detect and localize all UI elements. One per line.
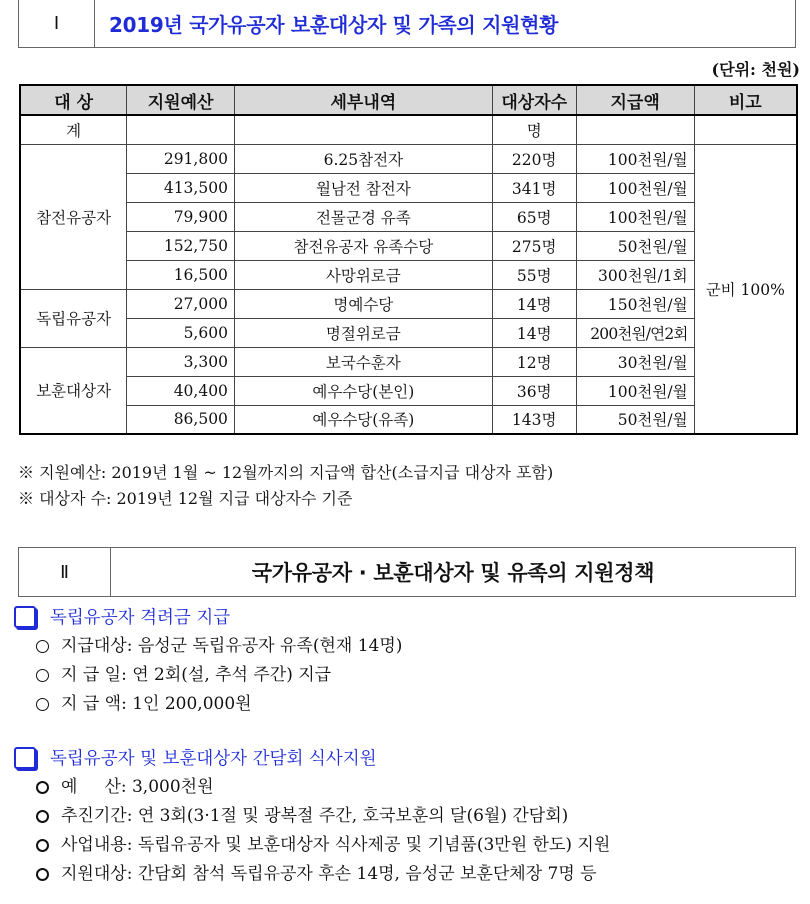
list-item xyxy=(36,632,402,661)
subtotal-remark xyxy=(694,115,797,144)
policy-items xyxy=(36,773,610,889)
row-detail: 6.25참전자 xyxy=(234,144,492,173)
subtotal-budget xyxy=(127,115,235,144)
table-row xyxy=(20,144,797,173)
section-title: 2019년 국가유공자 보훈대상자 및 가족의 지원현황 xyxy=(109,13,559,37)
section-number: Ⅰ xyxy=(19,0,95,47)
table-header-row xyxy=(20,85,797,115)
row-detail: 명예수당 xyxy=(234,289,492,318)
list-item-text: 지급대상: 음성군 독립유공자 유족(현재 14명) xyxy=(61,636,403,656)
row-budget: 5,600 xyxy=(127,318,235,347)
circle-bullet-icon xyxy=(36,868,49,881)
row-budget: 152,750 xyxy=(127,231,235,260)
row-detail: 예우수당(유족) xyxy=(234,405,492,434)
header-amount: 지급액 xyxy=(576,85,694,115)
table-row xyxy=(20,405,797,434)
row-detail: 월남전 참전자 xyxy=(234,173,492,202)
table-row xyxy=(20,202,797,231)
footnote: ※ 대상자 수: 2019년 12월 지급 대상자수 기준 xyxy=(18,489,353,508)
table-row xyxy=(20,173,797,202)
list-item-text: 예 산: 3,000천원 xyxy=(61,777,214,797)
row-count: 36명 xyxy=(492,376,576,405)
row-count: 14명 xyxy=(492,289,576,318)
list-item xyxy=(36,773,610,802)
support-table xyxy=(19,84,798,435)
subtotal-label: 계 xyxy=(20,115,127,144)
remark-cell: 군비 100% xyxy=(694,144,797,434)
header-count: 대상자수 xyxy=(492,85,576,115)
row-detail: 전몰군경 유족 xyxy=(234,202,492,231)
circle-bullet-icon xyxy=(36,810,49,823)
row-count: 143명 xyxy=(492,405,576,434)
table-row xyxy=(20,376,797,405)
row-count: 275명 xyxy=(492,231,576,260)
header-detail: 세부내역 xyxy=(234,85,492,115)
row-count: 55명 xyxy=(492,260,576,289)
list-item xyxy=(36,661,402,690)
circle-bullet-icon xyxy=(36,839,49,852)
checkbox-square-icon xyxy=(14,747,36,769)
row-budget: 86,500 xyxy=(127,405,235,434)
list-item-text: 지 급 액: 1인 200,000원 xyxy=(61,694,252,714)
group-name: 보훈대상자 xyxy=(20,347,127,434)
subtotal-count-unit: 명 xyxy=(492,115,576,144)
row-count: 14명 xyxy=(492,318,576,347)
row-detail: 예우수당(본인) xyxy=(234,376,492,405)
row-budget: 3,300 xyxy=(127,347,235,376)
section-2-header xyxy=(18,547,796,597)
row-detail: 참전유공자 유족수당 xyxy=(234,231,492,260)
row-count: 341명 xyxy=(492,173,576,202)
list-item-text: 사업내용: 독립유공자 및 보훈대상자 식사제공 및 기념품(3만원 한도) 지원 xyxy=(61,835,611,855)
header-budget: 지원예산 xyxy=(127,85,235,115)
subtotal-row xyxy=(20,115,797,144)
circle-bullet-icon xyxy=(36,781,49,794)
list-item-text: 지원대상: 간담회 참석 독립유공자 후손 14명, 음성군 보훈단체장 7명 등 xyxy=(61,864,597,884)
row-budget: 291,800 xyxy=(127,144,235,173)
row-amount: 50천원/월 xyxy=(576,231,694,260)
checkbox-square-icon xyxy=(14,606,36,628)
table-row xyxy=(20,260,797,289)
table-row xyxy=(20,231,797,260)
section-1-header xyxy=(18,0,796,48)
header-remark: 비고 xyxy=(694,85,797,115)
policy-heading xyxy=(14,604,230,629)
list-item xyxy=(36,690,402,719)
unit-note: (단위: 천원) xyxy=(711,60,800,79)
list-item xyxy=(36,831,610,860)
row-count: 220명 xyxy=(492,144,576,173)
policy-heading xyxy=(14,745,377,770)
table-row xyxy=(20,318,797,347)
subtotal-amount xyxy=(576,115,694,144)
policy-title: 독립유공자 격려금 지급 xyxy=(50,608,231,628)
row-budget: 27,000 xyxy=(127,289,235,318)
row-amount: 100천원/월 xyxy=(576,202,694,231)
policy-title: 독립유공자 및 보훈대상자 간담회 식사지원 xyxy=(50,749,377,769)
row-amount: 100천원/월 xyxy=(576,173,694,202)
footnote: ※ 지원예산: 2019년 1월 ~ 12월까지의 지급액 합산(소급지급 대상자 포함) xyxy=(18,463,554,482)
row-count: 65명 xyxy=(492,202,576,231)
row-amount: 50천원/월 xyxy=(576,405,694,434)
section-number: Ⅱ xyxy=(19,548,111,596)
row-budget: 16,500 xyxy=(127,260,235,289)
group-name: 참전유공자 xyxy=(20,144,127,289)
row-amount: 100천원/월 xyxy=(576,376,694,405)
policy-items xyxy=(36,632,402,719)
row-count: 12명 xyxy=(492,347,576,376)
table-row xyxy=(20,347,797,376)
row-amount: 200천원/연2회 xyxy=(576,318,694,347)
row-amount: 100천원/월 xyxy=(576,144,694,173)
row-amount: 300천원/1회 xyxy=(576,260,694,289)
row-budget: 79,900 xyxy=(127,202,235,231)
row-budget: 40,400 xyxy=(127,376,235,405)
list-item xyxy=(36,860,610,889)
row-detail: 보국수훈자 xyxy=(234,347,492,376)
circle-bullet-icon xyxy=(36,669,49,682)
group-name: 독립유공자 xyxy=(20,289,127,347)
row-detail: 명절위로금 xyxy=(234,318,492,347)
row-amount: 30천원/월 xyxy=(576,347,694,376)
table-row xyxy=(20,289,797,318)
section-title: 국가유공자 · 보훈대상자 및 유족의 지원정책 xyxy=(251,561,655,585)
row-budget: 413,500 xyxy=(127,173,235,202)
list-item xyxy=(36,802,610,831)
row-amount: 150천원/월 xyxy=(576,289,694,318)
subtotal-detail xyxy=(234,115,492,144)
circle-bullet-icon xyxy=(36,640,49,653)
list-item-text: 추진기간: 연 3회(3·1절 및 광복절 주간, 호국보훈의 달(6월) 간담회) xyxy=(61,806,569,826)
header-target: 대 상 xyxy=(20,85,127,115)
circle-bullet-icon xyxy=(36,698,49,711)
list-item-text: 지 급 일: 연 2회(설, 추석 주간) 지급 xyxy=(61,665,332,685)
row-detail: 사망위로금 xyxy=(234,260,492,289)
footnotes xyxy=(18,460,553,512)
